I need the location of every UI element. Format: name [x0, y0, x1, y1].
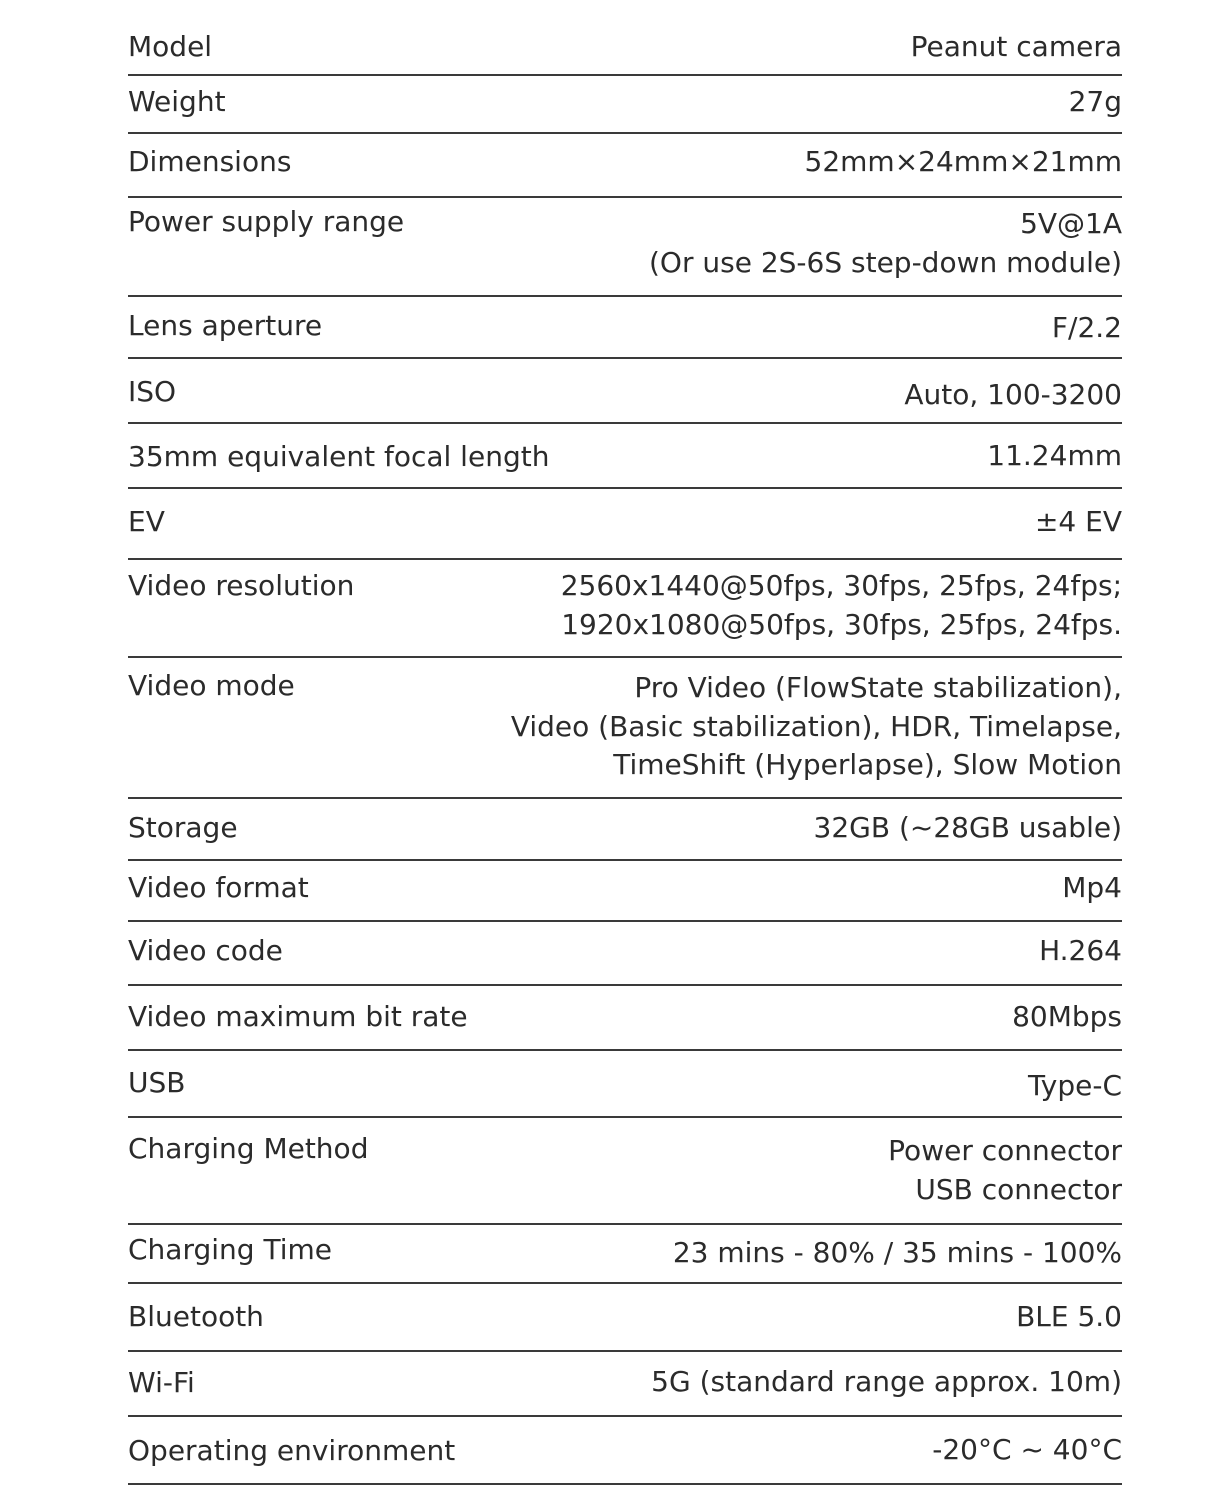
spec-value [888, 1132, 1122, 1209]
spec-value-line: 1920x1080@50fps, 30fps, 25fps, 24fps. [561, 607, 1122, 641]
spec-value-line: H.264 [1039, 934, 1122, 967]
spec-value [1012, 998, 1122, 1037]
spec-value-line: ±4 EV [1034, 505, 1122, 538]
spec-value-line: TimeShift (Hyperlapse), Slow Motion [613, 748, 1122, 781]
spec-value [904, 376, 1122, 415]
spec-value [1062, 869, 1122, 908]
spec-value [511, 669, 1122, 785]
spec-row-operating-environment [128, 1417, 1122, 1485]
spec-label: Lens aperture [128, 309, 323, 342]
spec-label: Operating environment [128, 1434, 456, 1467]
spec-value [651, 1363, 1122, 1402]
spec-label: EV [128, 505, 165, 538]
spec-row-weight [128, 76, 1122, 134]
spec-label: Video maximum bit rate [128, 1000, 468, 1033]
spec-value-line: 80Mbps [1012, 1000, 1122, 1033]
spec-value-line: 32GB (~28GB usable) [813, 811, 1122, 844]
spec-label: 35mm equivalent focal length [128, 440, 550, 473]
spec-row-power-supply-range [128, 198, 1122, 297]
spec-value [805, 143, 1122, 182]
spec-table [128, 0, 1122, 1485]
spec-row-model [128, 0, 1122, 76]
spec-value-line: Peanut camera [910, 30, 1122, 63]
spec-value [1035, 503, 1122, 542]
spec-label: ISO [128, 375, 177, 408]
spec-value-line: (Or use 2S-6S step-down module) [649, 245, 1122, 279]
spec-value [911, 28, 1122, 67]
spec-label: Model [128, 30, 213, 63]
spec-value-line: Mp4 [1062, 871, 1122, 904]
spec-label: Power supply range [128, 205, 405, 238]
spec-label: Bluetooth [128, 1300, 264, 1333]
spec-value-line: 27g [1068, 85, 1122, 118]
spec-label: Video mode [128, 669, 295, 702]
spec-row-storage [128, 799, 1122, 861]
spec-row-wifi [128, 1352, 1122, 1417]
spec-value [561, 567, 1122, 644]
spec-value [1069, 83, 1122, 122]
spec-row-charging-time [128, 1225, 1122, 1284]
spec-row-iso [128, 359, 1122, 424]
spec-value-line: F/2.2 [1051, 311, 1122, 344]
spec-row-ev [128, 489, 1122, 560]
spec-value-line: 52mm×24mm×21mm [804, 145, 1122, 178]
spec-value [649, 205, 1122, 282]
spec-label: Charging Method [128, 1132, 369, 1165]
spec-value [1052, 309, 1122, 348]
spec-label: Wi-Fi [128, 1366, 195, 1399]
spec-label: Storage [128, 811, 238, 844]
spec-value-line: Power connector [888, 1134, 1122, 1167]
spec-label: Weight [128, 85, 226, 118]
spec-value [673, 1234, 1122, 1273]
spec-row-video-mode [128, 658, 1122, 799]
spec-row-video-format [128, 861, 1122, 922]
spec-row-usb [128, 1051, 1122, 1118]
spec-label: Video code [128, 934, 283, 967]
spec-value-line: BLE 5.0 [1016, 1300, 1122, 1333]
spec-row-lens-aperture [128, 297, 1122, 359]
spec-label: Dimensions [128, 145, 292, 178]
spec-label: USB [128, 1066, 186, 1099]
spec-label: Video resolution [128, 569, 355, 602]
spec-row-video-bit-rate [128, 986, 1122, 1051]
spec-value-line: Video (Basic stabilization), HDR, Timelapse, [510, 709, 1122, 743]
spec-value [932, 1431, 1122, 1470]
spec-value [814, 809, 1122, 848]
spec-value [987, 437, 1122, 476]
spec-value-line: 11.24mm [987, 439, 1122, 472]
spec-label: Video format [128, 871, 309, 904]
spec-row-video-resolution [128, 560, 1122, 658]
spec-value-line: Auto, 100-3200 [904, 378, 1122, 411]
spec-row-bluetooth [128, 1284, 1122, 1352]
spec-value-line: Type-C [1028, 1069, 1122, 1102]
spec-value [1039, 932, 1122, 971]
spec-row-focal-length [128, 424, 1122, 489]
spec-label: Charging Time [128, 1233, 332, 1266]
spec-value-line: Pro Video (FlowState stabilization), [634, 671, 1122, 704]
spec-value-line: -20°C ~ 40°C [932, 1433, 1122, 1466]
spec-value [1028, 1067, 1122, 1106]
spec-value [1016, 1298, 1122, 1337]
spec-value-line: USB connector [915, 1172, 1122, 1206]
spec-value-line: 23 mins - 80% / 35 mins - 100% [672, 1236, 1122, 1269]
spec-row-video-code [128, 922, 1122, 986]
spec-value-line: 5G (standard range approx. 10m) [651, 1365, 1122, 1398]
spec-value-line: 2560x1440@50fps, 30fps, 25fps, 24fps; [560, 569, 1122, 602]
spec-row-charging-method [128, 1118, 1122, 1225]
spec-value-line: 5V@1A [1020, 207, 1122, 240]
spec-row-dimensions [128, 134, 1122, 198]
